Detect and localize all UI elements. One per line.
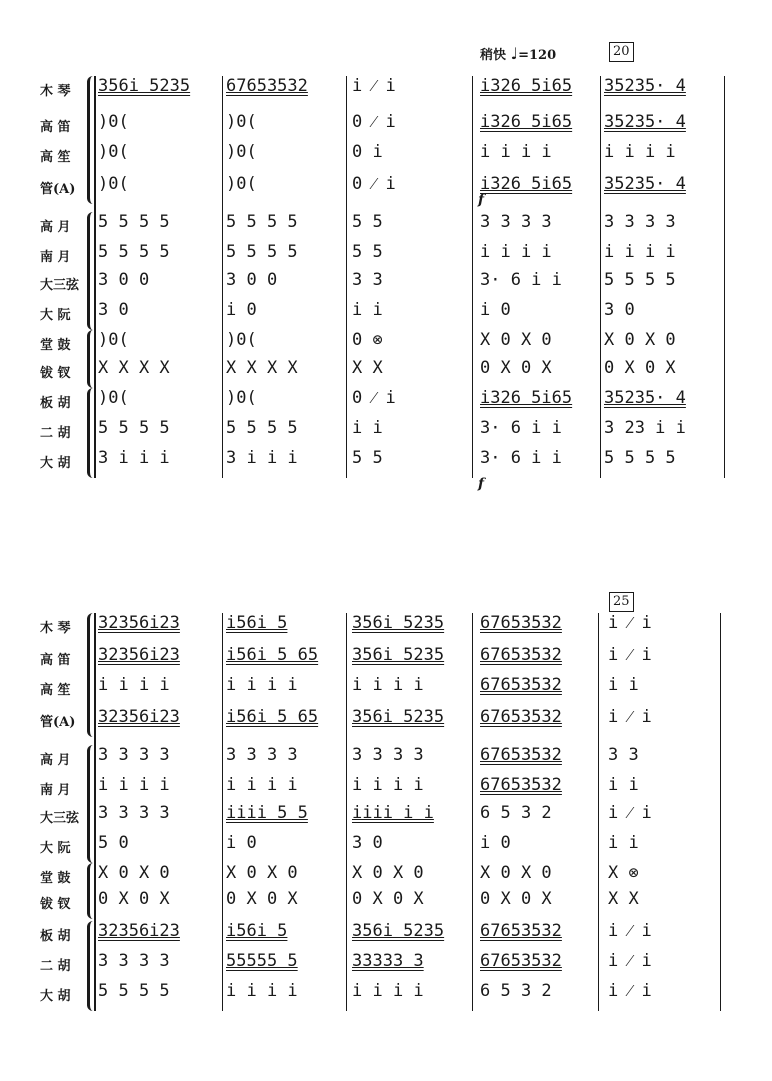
measure-cell: 5 5 <box>352 212 383 232</box>
measure-cell: )0( <box>98 330 129 350</box>
instrument-label: 南 月 <box>40 783 71 798</box>
measure-cell: 3 3 3 3 <box>98 745 170 765</box>
measure-cell: X 0 X 0 <box>480 863 552 883</box>
measure-cell: i ⁄ i <box>608 707 652 727</box>
measure-cell: 32356i23 <box>98 645 180 665</box>
measure-cell: i326 5i65 <box>480 76 573 96</box>
measure-cell: 0 ⁄ i <box>352 388 396 408</box>
tempo-bpm: =120 <box>518 48 557 63</box>
measure-cell: 67653532 <box>480 775 562 795</box>
measure-cell: 67653532 <box>480 707 562 727</box>
measure-cell: i i <box>352 300 383 320</box>
measure-cell: 0 i <box>352 142 383 162</box>
barline <box>346 613 347 1011</box>
measure-cell: 5 5 <box>352 242 383 262</box>
measure-cell: 32356i23 <box>98 707 180 727</box>
measure-cell: 3 3 3 3 <box>604 212 676 232</box>
instrument-label: 大三弦 <box>40 811 80 826</box>
instrument-label: 管(A) <box>40 182 76 197</box>
measure-cell: 32356i23 <box>98 613 180 633</box>
measure-cell: 5 5 5 5 <box>98 212 170 232</box>
instrument-label: 大 胡 <box>40 456 71 471</box>
measure-cell: i i i i <box>352 775 424 795</box>
measure-cell: 5 5 5 5 <box>226 418 298 438</box>
instrument-group-bracket <box>87 863 95 919</box>
measure-cell: iiii 5 5 <box>226 803 308 823</box>
barline <box>720 613 721 1011</box>
measure-cell: 5 5 5 5 <box>604 448 676 468</box>
measure-cell: i326 5i65 <box>480 174 573 194</box>
measure-cell: 67653532 <box>480 745 562 765</box>
instrument-label: 堂 鼓 <box>40 871 71 886</box>
measure-cell: 356i 5235 <box>98 76 191 96</box>
instrument-label: 高 笛 <box>40 653 71 668</box>
measure-cell: i i <box>608 833 639 853</box>
instrument-label: 木 琴 <box>40 621 71 636</box>
measure-cell: i ⁄ i <box>608 645 652 665</box>
measure-cell: 3 3 3 3 <box>98 951 170 971</box>
measure-cell: i 0 <box>226 300 257 320</box>
instrument-label: 堂 鼓 <box>40 338 71 353</box>
instrument-label: 二 胡 <box>40 959 71 974</box>
instrument-group-bracket <box>87 921 95 1011</box>
measure-cell: i ⁄ i <box>608 981 652 1001</box>
measure-cell: i i i i <box>98 775 170 795</box>
measure-cell: 67653532 <box>226 76 308 96</box>
measure-cell: X 0 X 0 <box>604 330 676 350</box>
measure-cell: i56i 5 65 <box>226 707 319 727</box>
measure-cell: 3 i i i <box>226 448 298 468</box>
measure-cell: 55555 5 <box>226 951 298 971</box>
instrument-label: 高 月 <box>40 753 71 768</box>
measure-cell: i i i i <box>480 242 552 262</box>
instrument-label: 钹 钗 <box>40 366 71 381</box>
measure-cell: 67653532 <box>480 645 562 665</box>
measure-cell: 3 0 0 <box>226 270 278 290</box>
measure-cell: i 0 <box>480 833 511 853</box>
instrument-label: 大 胡 <box>40 989 71 1004</box>
measure-cell: i i i i <box>226 981 298 1001</box>
measure-cell: i326 5i65 <box>480 388 573 408</box>
measure-cell: 3 3 3 3 <box>480 212 552 232</box>
measure-cell: 35235· 4 <box>604 388 686 408</box>
dynamic-marking-forte: f <box>478 192 485 208</box>
measure-cell: 3 0 <box>604 300 635 320</box>
measure-cell: 5 5 5 5 <box>98 418 170 438</box>
measure-cell: i 0 <box>226 833 257 853</box>
measure-cell: i i i i <box>98 675 170 695</box>
barline <box>600 76 601 478</box>
measure-cell: i i i i <box>604 142 676 162</box>
barline <box>598 613 599 1011</box>
instrument-group-bracket <box>87 613 95 737</box>
measure-cell: i i i i <box>226 775 298 795</box>
measure-cell: 3 3 3 3 <box>226 745 298 765</box>
measure-cell: i56i 5 <box>226 921 288 941</box>
measure-cell: 356i 5235 <box>352 707 445 727</box>
measure-cell: )0( <box>98 388 129 408</box>
barline <box>724 76 725 478</box>
measure-cell: 35235· 4 <box>604 76 686 96</box>
measure-cell: X X <box>352 358 383 378</box>
barline <box>222 76 223 478</box>
measure-cell: X 0 X 0 <box>480 330 552 350</box>
measure-cell: 33333 3 <box>352 951 424 971</box>
measure-cell: )0( <box>226 174 257 194</box>
measure-cell: X ⊗ <box>608 863 639 883</box>
measure-cell: i326 5i65 <box>480 112 573 132</box>
quarter-note-icon: ♩ <box>510 44 519 63</box>
measure-cell: i ⁄ i <box>608 951 652 971</box>
measure-cell: 32356i23 <box>98 921 180 941</box>
instrument-label: 板 胡 <box>40 929 71 944</box>
measure-cell: 0 X 0 X <box>98 889 170 909</box>
measure-cell: )0( <box>98 142 129 162</box>
measure-cell: 5 5 5 5 <box>98 242 170 262</box>
measure-cell: 5 5 5 5 <box>226 212 298 232</box>
measure-cell: i ⁄ i <box>608 613 652 633</box>
measure-cell: i ⁄ i <box>608 921 652 941</box>
measure-cell: 3 0 <box>98 300 129 320</box>
measure-cell: 5 5 5 5 <box>226 242 298 262</box>
measure-cell: 0 ⊗ <box>352 330 383 350</box>
measure-cell: i i i i <box>604 242 676 262</box>
instrument-label: 板 胡 <box>40 396 71 411</box>
tempo-text: 稍快 <box>480 48 507 63</box>
barline <box>472 76 473 478</box>
instrument-label: 二 胡 <box>40 426 71 441</box>
measure-cell: X 0 X 0 <box>98 863 170 883</box>
measure-cell: 0 X 0 X <box>352 889 424 909</box>
measure-cell: 67653532 <box>480 951 562 971</box>
measure-cell: 35235· 4 <box>604 112 686 132</box>
measure-cell: 3 3 3 3 <box>98 803 170 823</box>
instrument-label: 高 笙 <box>40 683 71 698</box>
measure-cell: 3 i i i <box>98 448 170 468</box>
measure-cell: i56i 5 <box>226 613 288 633</box>
measure-cell: i i i i <box>352 675 424 695</box>
instrument-label: 大 阮 <box>40 308 71 323</box>
measure-cell: )0( <box>226 112 257 132</box>
measure-cell: i ⁄ i <box>608 803 652 823</box>
instrument-label: 木 琴 <box>40 84 71 99</box>
measure-cell: 5 0 <box>98 833 129 853</box>
measure-cell: 6 5 3 2 <box>480 803 552 823</box>
measure-cell: i i <box>352 418 383 438</box>
measure-cell: )0( <box>226 388 257 408</box>
barline <box>346 76 347 478</box>
measure-cell: 35235· 4 <box>604 174 686 194</box>
instrument-label: 高 笙 <box>40 150 71 165</box>
instrument-label: 南 月 <box>40 250 71 265</box>
measure-cell: X X <box>608 889 639 909</box>
measure-cell: i i i i <box>480 142 552 162</box>
measure-cell: X 0 X 0 <box>352 863 424 883</box>
measure-cell: )0( <box>98 112 129 132</box>
measure-cell: 67653532 <box>480 921 562 941</box>
barline <box>222 613 223 1011</box>
measure-cell: X 0 X 0 <box>226 863 298 883</box>
measure-cell: 3 3 3 3 <box>352 745 424 765</box>
measure-cell: 67653532 <box>480 675 562 695</box>
measure-cell: 3 0 <box>352 833 383 853</box>
measure-cell: )0( <box>226 330 257 350</box>
instrument-label: 钹 钗 <box>40 897 71 912</box>
measure-cell: 3 3 <box>352 270 383 290</box>
rehearsal-mark-20: 20 <box>609 42 634 62</box>
measure-cell: 0 X 0 X <box>480 358 552 378</box>
measure-cell: )0( <box>98 174 129 194</box>
instrument-label: 高 月 <box>40 220 71 235</box>
measure-cell: 0 ⁄ i <box>352 112 396 132</box>
measure-cell: 6 5 3 2 <box>480 981 552 1001</box>
measure-cell: 0 ⁄ i <box>352 174 396 194</box>
dynamic-marking-forte-strings: f <box>478 476 485 492</box>
instrument-group-bracket <box>87 330 95 388</box>
instrument-label: 大三弦 <box>40 278 80 293</box>
measure-cell: 5 5 5 5 <box>604 270 676 290</box>
tempo-marking <box>480 44 556 63</box>
instrument-label: 大 阮 <box>40 841 71 856</box>
measure-cell: 0 X 0 X <box>480 889 552 909</box>
measure-cell: 0 X 0 X <box>226 889 298 909</box>
measure-cell: 5 5 5 5 <box>98 981 170 1001</box>
measure-cell: 5 5 <box>352 448 383 468</box>
measure-cell: 3· 6 i i <box>480 418 562 438</box>
instrument-group-bracket <box>87 76 95 204</box>
instrument-label: 高 笛 <box>40 120 71 135</box>
instrument-group-bracket <box>87 212 95 330</box>
instrument-label: 管(A) <box>40 715 76 730</box>
measure-cell: 3 23 i i <box>604 418 686 438</box>
measure-cell: 356i 5235 <box>352 921 445 941</box>
measure-cell: 67653532 <box>480 613 562 633</box>
measure-cell: X X X X <box>226 358 298 378</box>
measure-cell: 0 X 0 X <box>604 358 676 378</box>
measure-cell: 356i 5235 <box>352 645 445 665</box>
measure-cell: 3· 6 i i <box>480 270 562 290</box>
measure-cell: i56i 5 65 <box>226 645 319 665</box>
measure-cell: X X X X <box>98 358 170 378</box>
instrument-group-bracket <box>87 388 95 478</box>
measure-cell: 3· 6 i i <box>480 448 562 468</box>
barline <box>472 613 473 1011</box>
measure-cell: i i i i <box>226 675 298 695</box>
rehearsal-mark-25: 25 <box>609 592 634 612</box>
measure-cell: i ⁄ i <box>352 76 396 96</box>
measure-cell: i i <box>608 775 639 795</box>
measure-cell: )0( <box>226 142 257 162</box>
measure-cell: 3 3 <box>608 745 639 765</box>
measure-cell: 3 0 0 <box>98 270 150 290</box>
measure-cell: i i i i <box>352 981 424 1001</box>
measure-cell: i 0 <box>480 300 511 320</box>
measure-cell: 356i 5235 <box>352 613 445 633</box>
measure-cell: iiii i i <box>352 803 434 823</box>
instrument-group-bracket <box>87 745 95 863</box>
measure-cell: i i <box>608 675 639 695</box>
